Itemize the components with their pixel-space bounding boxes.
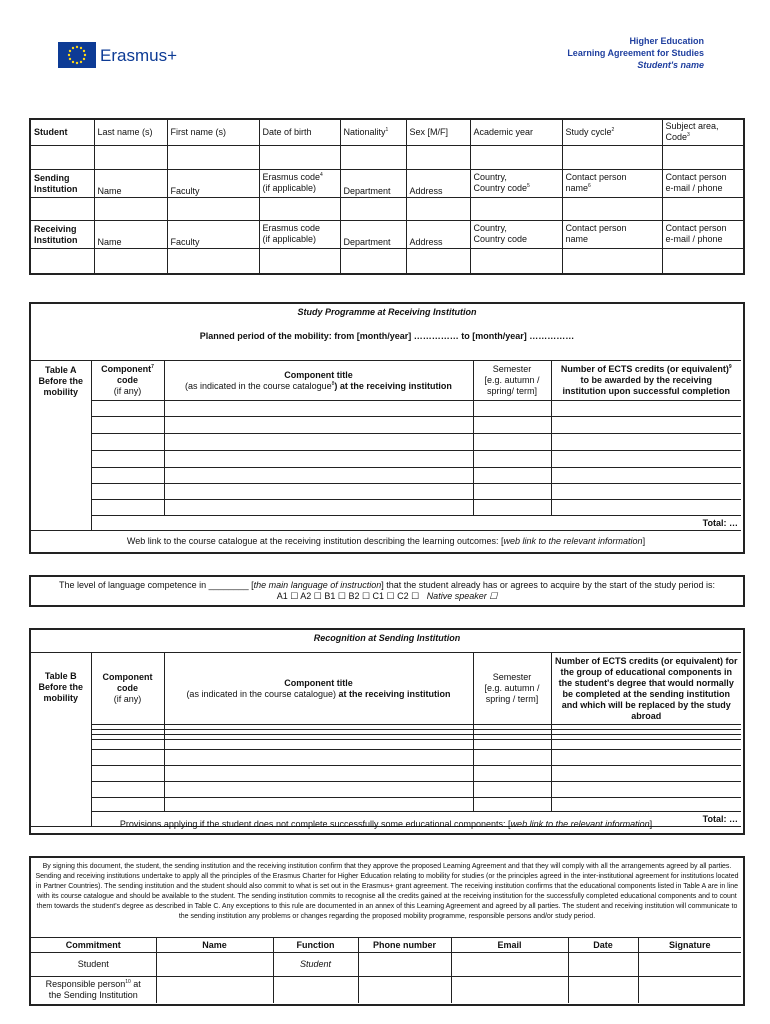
table-b-label: Table B Before the mobility <box>31 653 91 827</box>
table-a-title: Study Programme at Receiving Institution <box>297 307 477 317</box>
table-a-col4: Number of ECTS credits (or equivalent)$^9$ to be awarded by the receiving institution upon successful completion <box>551 361 741 401</box>
cell-last-name: Last name (s) <box>94 119 167 145</box>
table-a-col1: Component$^7$ code (if any) <box>91 361 164 401</box>
table-b-col1: Component code (if any) <box>91 653 164 725</box>
table-a-weblink: Web link to the course catalogue at the receiving institution describing the learning outcomes: [web link to the relevant information] <box>126 536 646 546</box>
table-b-title: Recognition at Sending Institution <box>313 633 461 643</box>
cell-sex: Sex [M/F] <box>406 119 470 145</box>
sending-row-labels: Sending Institution Name Faculty Erasmus code$^4$ (if applicable) Department Address Country, Country code$^5$ Contact person name$^6$ Contact person e-mail / phone <box>30 169 744 197</box>
table-a-total: Total: … <box>91 516 741 531</box>
language-levels[interactable]: A1 ☐ A2 ☐ B1 ☐ B2 ☐ C1 ☐ C2 ☐ Native speaker ☐ <box>276 591 498 601</box>
cell-dob: Date of birth <box>259 119 340 145</box>
language-line-1: The level of language competence in ________ [the main language of instruction] that the student already has or agrees to acquire by the start of the study period is: <box>59 580 715 590</box>
table-a-col3: Semester [e.g. autumn / spring/ term] <box>473 361 551 401</box>
brand-name: Erasmus+ <box>100 46 177 65</box>
cell-first-name: First name (s) <box>167 119 259 145</box>
receiving-row-labels: Receiving Institution Name Faculty Erasmus code (if applicable) Department Address Country, Country code Contact person name Contact person e-mail / phone <box>30 220 744 248</box>
table-b-provisions: Provisions applying if the student does not complete successfully some educational components: [web link to the relevant information] <box>119 819 653 829</box>
table-a-col2: Component title (as indicated in the course catalogue$^8$) at the receiving institution <box>164 361 473 401</box>
table-b <box>31 652 741 827</box>
student-table <box>29 118 745 275</box>
cell-nationality: Nationality$^1$ <box>340 119 406 145</box>
cell-academic-year: Academic year <box>470 119 562 145</box>
native-speaker-option[interactable]: Native speaker ☐ <box>426 591 498 601</box>
student-row-input[interactable] <box>30 145 744 169</box>
header-line-3: Student's name <box>637 60 704 70</box>
cell-receiving-institution: Receiving Institution <box>30 220 94 248</box>
language-box <box>29 575 745 607</box>
table-a <box>31 360 741 531</box>
table-b-col4: Number of ECTS credits (or equivalent) for the group of educational components in the student's degree that would normally be completed at the sending institution and which will be replaced by the study abroad <box>551 653 741 725</box>
commitment-text: By signing this document, the student, the sending institution and the receiving institution confirm that they approve the proposed Learning Agreement and that they will comply with all the arrangements agreed by all parties. Sending and receiving institutions undertake to apply all the principles of the Erasmus Charter for Higher Education relating to mobility for studies (or the principles agreed in the inter-institutional agreement for institutions located in Partner Countries). The sending institution and the student should also commit to what is set out in the Erasmus+ grant agreement. The receiving institution confirms that the educational components listed in Table A are in line with its course catalogue and should be available to the student. The sending institution commits to recognise all the credits gained at the receiving institution for the successfully completed educational components and to count them towards the student's degree as described in Table C. Any exceptions to this rule are documented in an annex of this Learning Agreement and agreed by all parties. The student and receiving institution will communicate to the sending institution any problems or changes regarding the proposed mobility programme, responsible persons and/or study period. <box>35 863 739 920</box>
table-b-total: Total: … <box>91 812 741 827</box>
erasmus-logo <box>58 42 193 68</box>
eu-flag-icon <box>58 42 96 68</box>
cell-subject: Subject area, Code$^3$ <box>662 119 744 145</box>
table-b-col3: Semester [e.g. autumn / spring / term] <box>473 653 551 725</box>
header-line-1: Higher Education <box>629 36 704 46</box>
commitment-table <box>31 937 741 1003</box>
table-a-label: Table A Before the mobility <box>31 361 91 531</box>
commitment-student-row: Student Student <box>31 953 741 977</box>
sending-row-input[interactable] <box>30 197 744 220</box>
cell-study-cycle: Study cycle$^2$ <box>562 119 662 145</box>
header-line-2: Learning Agreement for Studies <box>567 48 704 58</box>
table-b-col2: Component title (as indicated in the course catalogue) at the receiving institution <box>164 653 473 725</box>
receiving-row-input[interactable] <box>30 248 744 274</box>
table-a-period: Planned period of the mobility: from [month/year] …………… to [month/year] …………… <box>199 331 575 341</box>
cell-sending-institution: Sending Institution <box>30 169 94 197</box>
cell-student: Student <box>30 119 94 145</box>
commitment-sending-row: Responsible person$^{10}$ at the Sending Institution <box>31 977 741 1003</box>
commitment-header-row: Commitment Name Function Phone number Email Date Signature <box>31 938 741 953</box>
student-row-labels <box>30 119 744 145</box>
header-block <box>567 35 704 71</box>
